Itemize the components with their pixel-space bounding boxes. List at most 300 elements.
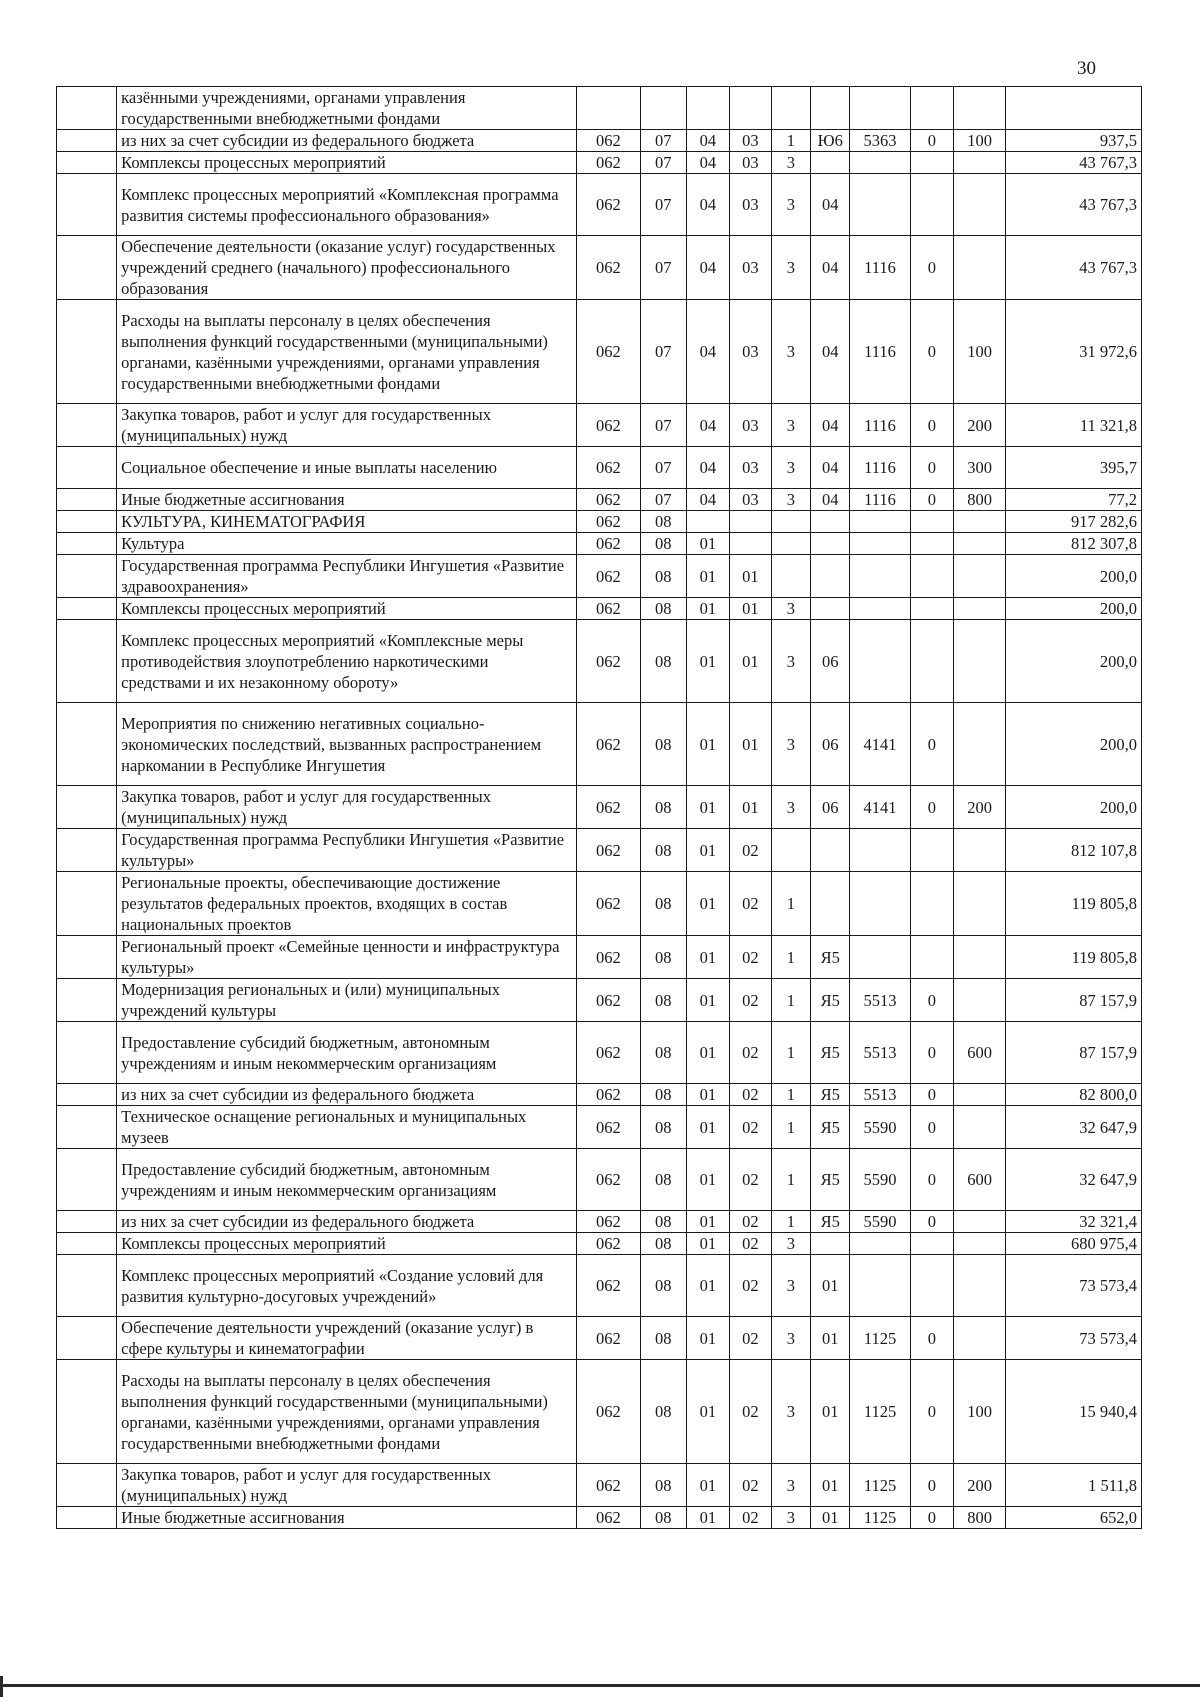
- project-cell: 06: [811, 786, 850, 829]
- item-name-cell: Обеспечение деятельности учреждений (оказание услуг) в сфере культуры и кинематографии: [117, 1317, 577, 1360]
- direction-cell: 1116: [850, 489, 910, 511]
- expense-suffix-cell: 0: [910, 130, 954, 152]
- direction-cell: [850, 1255, 910, 1317]
- expense-type-cell: 600: [954, 1149, 1006, 1211]
- table-row: [57, 979, 1142, 1022]
- table-row: [57, 1255, 1142, 1317]
- expense-type-cell: [954, 979, 1006, 1022]
- expense-type-cell: [954, 620, 1006, 703]
- expense-suffix-cell: 0: [910, 489, 954, 511]
- table-row: [57, 1022, 1142, 1084]
- direction-cell: [850, 829, 910, 872]
- expense-suffix-cell: [910, 152, 954, 174]
- table-row: [57, 555, 1142, 598]
- section-cell: 08: [640, 1464, 686, 1507]
- subsection-cell: 01: [686, 1464, 730, 1507]
- subsection-cell: 01: [686, 1022, 730, 1084]
- admin-code-cell: 062: [576, 404, 640, 447]
- program-cell: 03: [730, 236, 771, 300]
- subprogram-cell: 3: [771, 598, 810, 620]
- item-name-cell: Техническое оснащение региональных и муниципальных музеев: [117, 1106, 577, 1149]
- item-name-cell: Региональный проект «Семейные ценности и инфраструктура культуры»: [117, 936, 577, 979]
- expense-suffix-cell: [910, 174, 954, 236]
- section-cell: 08: [640, 936, 686, 979]
- project-cell: 01: [811, 1255, 850, 1317]
- expense-suffix-cell: 0: [910, 979, 954, 1022]
- subsection-cell: 01: [686, 703, 730, 786]
- admin-code-cell: 062: [576, 829, 640, 872]
- row-index-cell: [57, 1360, 117, 1464]
- expense-type-cell: 800: [954, 489, 1006, 511]
- expense-suffix-cell: [910, 1255, 954, 1317]
- subprogram-cell: [771, 511, 810, 533]
- admin-code-cell: 062: [576, 555, 640, 598]
- expense-type-cell: [954, 555, 1006, 598]
- item-name-cell: Мероприятия по снижению негативных социально-экономических последствий, вызванных распространением наркомании в Республике Ингушетия: [117, 703, 577, 786]
- section-cell: 08: [640, 1233, 686, 1255]
- admin-code-cell: 062: [576, 130, 640, 152]
- direction-cell: 1125: [850, 1464, 910, 1507]
- admin-code-cell: 062: [576, 447, 640, 489]
- row-index-cell: [57, 447, 117, 489]
- direction-cell: [850, 555, 910, 598]
- expense-suffix-cell: 0: [910, 1360, 954, 1464]
- project-cell: [811, 511, 850, 533]
- expense-type-cell: [954, 174, 1006, 236]
- amount-cell: 73 573,4: [1006, 1317, 1142, 1360]
- project-cell: 04: [811, 489, 850, 511]
- expense-type-cell: 600: [954, 1022, 1006, 1084]
- program-cell: 03: [730, 174, 771, 236]
- expense-type-cell: [954, 236, 1006, 300]
- program-cell: 03: [730, 404, 771, 447]
- section-cell: 07: [640, 300, 686, 404]
- amount-cell: 73 573,4: [1006, 1255, 1142, 1317]
- expense-type-cell: [954, 533, 1006, 555]
- direction-cell: 5513: [850, 979, 910, 1022]
- direction-cell: 1125: [850, 1360, 910, 1464]
- project-cell: [811, 829, 850, 872]
- expense-suffix-cell: [910, 872, 954, 936]
- admin-code-cell: 062: [576, 1084, 640, 1106]
- expense-type-cell: 100: [954, 300, 1006, 404]
- subprogram-cell: 3: [771, 620, 810, 703]
- subprogram-cell: 3: [771, 489, 810, 511]
- subsection-cell: 01: [686, 1149, 730, 1211]
- item-name-cell: Закупка товаров, работ и услуг для государственных (муниципальных) нужд: [117, 786, 577, 829]
- admin-code-cell: 062: [576, 1507, 640, 1529]
- table-row: [57, 872, 1142, 936]
- subprogram-cell: 3: [771, 1255, 810, 1317]
- section-cell: 07: [640, 130, 686, 152]
- subprogram-cell: 1: [771, 1106, 810, 1149]
- program-cell: 02: [730, 1084, 771, 1106]
- subsection-cell: 01: [686, 1211, 730, 1233]
- direction-cell: [850, 598, 910, 620]
- project-cell: Я5: [811, 979, 850, 1022]
- amount-cell: 43 767,3: [1006, 152, 1142, 174]
- section-cell: 08: [640, 703, 686, 786]
- admin-code-cell: 062: [576, 533, 640, 555]
- expense-suffix-cell: 0: [910, 1149, 954, 1211]
- row-index-cell: [57, 1255, 117, 1317]
- direction-cell: [850, 87, 910, 130]
- direction-cell: [850, 533, 910, 555]
- program-cell: 02: [730, 1106, 771, 1149]
- expense-type-cell: [954, 829, 1006, 872]
- subprogram-cell: [771, 533, 810, 555]
- section-cell: 08: [640, 786, 686, 829]
- table-row: [57, 1233, 1142, 1255]
- subsection-cell: 04: [686, 152, 730, 174]
- direction-cell: 1125: [850, 1317, 910, 1360]
- table-row: [57, 404, 1142, 447]
- admin-code-cell: 062: [576, 236, 640, 300]
- expense-type-cell: [954, 1084, 1006, 1106]
- expense-type-cell: [954, 1233, 1006, 1255]
- page-number: 30: [1077, 58, 1096, 79]
- program-cell: 01: [730, 555, 771, 598]
- amount-cell: 937,5: [1006, 130, 1142, 152]
- subprogram-cell: 1: [771, 1211, 810, 1233]
- item-name-cell: Закупка товаров, работ и услуг для государственных (муниципальных) нужд: [117, 404, 577, 447]
- expense-type-cell: [954, 87, 1006, 130]
- table-row: [57, 489, 1142, 511]
- direction-cell: 4141: [850, 786, 910, 829]
- project-cell: Я5: [811, 1084, 850, 1106]
- subprogram-cell: 3: [771, 236, 810, 300]
- row-index-cell: [57, 598, 117, 620]
- expense-type-cell: 200: [954, 786, 1006, 829]
- row-index-cell: [57, 1464, 117, 1507]
- item-name-cell: Расходы на выплаты персоналу в целях обеспечения выполнения функций государственными (муниципальными) органами, казёнными учреждениями, органами управления государственными внебюджетными фондами: [117, 300, 577, 404]
- item-name-cell: Комплексы процессных мероприятий: [117, 152, 577, 174]
- subsection-cell: 04: [686, 447, 730, 489]
- direction-cell: [850, 511, 910, 533]
- subsection-cell: 01: [686, 1317, 730, 1360]
- direction-cell: 5513: [850, 1022, 910, 1084]
- program-cell: 02: [730, 872, 771, 936]
- program-cell: 02: [730, 1507, 771, 1529]
- table-row: [57, 1464, 1142, 1507]
- item-name-cell: казёнными учреждениями, органами управления государственными внебюджетными фондами: [117, 87, 577, 130]
- item-name-cell: Комплекс процессных мероприятий «Комплексные меры противодействия злоупотреблению наркотическими средствами и их незаконному обороту»: [117, 620, 577, 703]
- admin-code-cell: 062: [576, 1255, 640, 1317]
- direction-cell: [850, 174, 910, 236]
- item-name-cell: Предоставление субсидий бюджетным, автономным учреждениям и иным некоммерческим организациям: [117, 1022, 577, 1084]
- program-cell: 02: [730, 1233, 771, 1255]
- admin-code-cell: 062: [576, 703, 640, 786]
- admin-code-cell: 062: [576, 511, 640, 533]
- subsection-cell: 01: [686, 1255, 730, 1317]
- subprogram-cell: [771, 829, 810, 872]
- subsection-cell: 04: [686, 300, 730, 404]
- table-row: [57, 829, 1142, 872]
- admin-code-cell: 062: [576, 489, 640, 511]
- table-row: [57, 1084, 1142, 1106]
- admin-code-cell: [576, 87, 640, 130]
- project-cell: 01: [811, 1317, 850, 1360]
- section-cell: 08: [640, 511, 686, 533]
- expense-type-cell: 300: [954, 447, 1006, 489]
- row-index-cell: [57, 1507, 117, 1529]
- subprogram-cell: 1: [771, 936, 810, 979]
- subprogram-cell: 3: [771, 1317, 810, 1360]
- row-index-cell: [57, 404, 117, 447]
- expense-type-cell: 800: [954, 1507, 1006, 1529]
- table-row: [57, 936, 1142, 979]
- expense-suffix-cell: 0: [910, 404, 954, 447]
- direction-cell: 1116: [850, 236, 910, 300]
- row-index-cell: [57, 1317, 117, 1360]
- row-index-cell: [57, 1022, 117, 1084]
- item-name-cell: Комплекс процессных мероприятий «Создание условий для развития культурно-досуговых учреждений»: [117, 1255, 577, 1317]
- row-index-cell: [57, 152, 117, 174]
- program-cell: 01: [730, 786, 771, 829]
- row-index-cell: [57, 236, 117, 300]
- row-index-cell: [57, 703, 117, 786]
- table-row: [57, 1106, 1142, 1149]
- project-cell: 04: [811, 236, 850, 300]
- program-cell: 03: [730, 130, 771, 152]
- subprogram-cell: [771, 555, 810, 598]
- expense-suffix-cell: 0: [910, 300, 954, 404]
- amount-cell: 812 307,8: [1006, 533, 1142, 555]
- expense-suffix-cell: 0: [910, 1317, 954, 1360]
- project-cell: Ю6: [811, 130, 850, 152]
- subprogram-cell: [771, 87, 810, 130]
- subprogram-cell: 3: [771, 1360, 810, 1464]
- expense-suffix-cell: [910, 936, 954, 979]
- section-cell: 08: [640, 598, 686, 620]
- direction-cell: 4141: [850, 703, 910, 786]
- subprogram-cell: 3: [771, 1507, 810, 1529]
- direction-cell: 1116: [850, 300, 910, 404]
- project-cell: 06: [811, 620, 850, 703]
- expense-type-cell: [954, 1211, 1006, 1233]
- amount-cell: 119 805,8: [1006, 872, 1142, 936]
- subsection-cell: 01: [686, 533, 730, 555]
- amount-cell: 395,7: [1006, 447, 1142, 489]
- scan-bottom-edge: [0, 1684, 1200, 1687]
- project-cell: 04: [811, 174, 850, 236]
- program-cell: [730, 87, 771, 130]
- subprogram-cell: 3: [771, 152, 810, 174]
- project-cell: 06: [811, 703, 850, 786]
- project-cell: Я5: [811, 1106, 850, 1149]
- section-cell: 07: [640, 174, 686, 236]
- table-row: [57, 130, 1142, 152]
- table-row: [57, 236, 1142, 300]
- amount-cell: 200,0: [1006, 703, 1142, 786]
- table-row: [57, 533, 1142, 555]
- program-cell: 02: [730, 1255, 771, 1317]
- item-name-cell: Комплексы процессных мероприятий: [117, 598, 577, 620]
- item-name-cell: Культура: [117, 533, 577, 555]
- amount-cell: 11 321,8: [1006, 404, 1142, 447]
- admin-code-cell: 062: [576, 598, 640, 620]
- section-cell: 08: [640, 1106, 686, 1149]
- row-index-cell: [57, 872, 117, 936]
- amount-cell: 917 282,6: [1006, 511, 1142, 533]
- expense-type-cell: [954, 703, 1006, 786]
- section-cell: [640, 87, 686, 130]
- item-name-cell: из них за счет субсидии из федерального бюджета: [117, 130, 577, 152]
- expense-suffix-cell: [910, 533, 954, 555]
- subprogram-cell: 3: [771, 786, 810, 829]
- amount-cell: 680 975,4: [1006, 1233, 1142, 1255]
- item-name-cell: Обеспечение деятельности (оказание услуг) государственных учреждений среднего (начального) профессионального образования: [117, 236, 577, 300]
- expense-type-cell: [954, 1317, 1006, 1360]
- section-cell: 08: [640, 1317, 686, 1360]
- table-row: [57, 1211, 1142, 1233]
- section-cell: 08: [640, 1084, 686, 1106]
- subsection-cell: [686, 87, 730, 130]
- expense-suffix-cell: [910, 598, 954, 620]
- table-row: [57, 447, 1142, 489]
- section-cell: 07: [640, 404, 686, 447]
- amount-cell: 31 972,6: [1006, 300, 1142, 404]
- project-cell: [811, 1233, 850, 1255]
- section-cell: 08: [640, 1022, 686, 1084]
- item-name-cell: Социальное обеспечение и иные выплаты населению: [117, 447, 577, 489]
- admin-code-cell: 062: [576, 1106, 640, 1149]
- subsection-cell: 01: [686, 979, 730, 1022]
- amount-cell: 200,0: [1006, 620, 1142, 703]
- admin-code-cell: 062: [576, 936, 640, 979]
- subsection-cell: 04: [686, 236, 730, 300]
- expense-type-cell: 100: [954, 1360, 1006, 1464]
- direction-cell: 5513: [850, 1084, 910, 1106]
- amount-cell: 82 800,0: [1006, 1084, 1142, 1106]
- section-cell: 08: [640, 1507, 686, 1529]
- table-row: [57, 620, 1142, 703]
- admin-code-cell: 062: [576, 1317, 640, 1360]
- amount-cell: 87 157,9: [1006, 979, 1142, 1022]
- budget-table: [56, 86, 1142, 1529]
- amount-cell: 43 767,3: [1006, 236, 1142, 300]
- table-row: [57, 152, 1142, 174]
- table-row: [57, 1360, 1142, 1464]
- subprogram-cell: 3: [771, 174, 810, 236]
- subsection-cell: 01: [686, 620, 730, 703]
- section-cell: 08: [640, 620, 686, 703]
- subsection-cell: 01: [686, 1360, 730, 1464]
- direction-cell: 5590: [850, 1106, 910, 1149]
- amount-cell: 200,0: [1006, 598, 1142, 620]
- row-index-cell: [57, 511, 117, 533]
- table-row: [57, 87, 1142, 130]
- direction-cell: 5363: [850, 130, 910, 152]
- direction-cell: 1125: [850, 1507, 910, 1529]
- expense-suffix-cell: [910, 1233, 954, 1255]
- admin-code-cell: 062: [576, 620, 640, 703]
- admin-code-cell: 062: [576, 174, 640, 236]
- expense-type-cell: [954, 872, 1006, 936]
- section-cell: 08: [640, 1360, 686, 1464]
- subprogram-cell: 3: [771, 703, 810, 786]
- program-cell: [730, 511, 771, 533]
- expense-suffix-cell: 0: [910, 236, 954, 300]
- expense-suffix-cell: [910, 829, 954, 872]
- item-name-cell: Комплексы процессных мероприятий: [117, 1233, 577, 1255]
- program-cell: 01: [730, 620, 771, 703]
- item-name-cell: из них за счет субсидии из федерального бюджета: [117, 1211, 577, 1233]
- table-row: [57, 786, 1142, 829]
- project-cell: Я5: [811, 1149, 850, 1211]
- program-cell: 02: [730, 829, 771, 872]
- subprogram-cell: 1: [771, 130, 810, 152]
- admin-code-cell: 062: [576, 1022, 640, 1084]
- row-index-cell: [57, 1106, 117, 1149]
- amount-cell: 43 767,3: [1006, 174, 1142, 236]
- direction-cell: 5590: [850, 1211, 910, 1233]
- row-index-cell: [57, 555, 117, 598]
- table-row: [57, 1317, 1142, 1360]
- subsection-cell: 01: [686, 598, 730, 620]
- admin-code-cell: 062: [576, 872, 640, 936]
- subprogram-cell: 3: [771, 404, 810, 447]
- subsection-cell: 04: [686, 404, 730, 447]
- section-cell: 08: [640, 829, 686, 872]
- row-index-cell: [57, 979, 117, 1022]
- subsection-cell: 01: [686, 555, 730, 598]
- section-cell: 07: [640, 489, 686, 511]
- amount-cell: [1006, 87, 1142, 130]
- item-name-cell: Закупка товаров, работ и услуг для государственных (муниципальных) нужд: [117, 1464, 577, 1507]
- row-index-cell: [57, 620, 117, 703]
- subsection-cell: 01: [686, 786, 730, 829]
- amount-cell: 200,0: [1006, 555, 1142, 598]
- project-cell: [811, 598, 850, 620]
- subsection-cell: 01: [686, 936, 730, 979]
- program-cell: 01: [730, 598, 771, 620]
- expense-suffix-cell: 0: [910, 1022, 954, 1084]
- expense-suffix-cell: [910, 87, 954, 130]
- section-cell: 08: [640, 555, 686, 598]
- admin-code-cell: 062: [576, 1360, 640, 1464]
- row-index-cell: [57, 489, 117, 511]
- row-index-cell: [57, 786, 117, 829]
- table-row: [57, 598, 1142, 620]
- table-row: [57, 1149, 1142, 1211]
- row-index-cell: [57, 87, 117, 130]
- direction-cell: [850, 620, 910, 703]
- subprogram-cell: 1: [771, 1084, 810, 1106]
- program-cell: 03: [730, 489, 771, 511]
- direction-cell: 5590: [850, 1149, 910, 1211]
- program-cell: 02: [730, 1360, 771, 1464]
- section-cell: 08: [640, 533, 686, 555]
- row-index-cell: [57, 1211, 117, 1233]
- admin-code-cell: 062: [576, 152, 640, 174]
- expense-type-cell: [954, 598, 1006, 620]
- program-cell: 02: [730, 1022, 771, 1084]
- expense-type-cell: [954, 1255, 1006, 1317]
- program-cell: 02: [730, 1317, 771, 1360]
- direction-cell: [850, 152, 910, 174]
- subsection-cell: 04: [686, 130, 730, 152]
- expense-type-cell: 200: [954, 1464, 1006, 1507]
- project-cell: 01: [811, 1507, 850, 1529]
- row-index-cell: [57, 936, 117, 979]
- expense-type-cell: [954, 936, 1006, 979]
- item-name-cell: Иные бюджетные ассигнования: [117, 489, 577, 511]
- subprogram-cell: 1: [771, 979, 810, 1022]
- expense-type-cell: 100: [954, 130, 1006, 152]
- subprogram-cell: 3: [771, 1233, 810, 1255]
- subsection-cell: 01: [686, 872, 730, 936]
